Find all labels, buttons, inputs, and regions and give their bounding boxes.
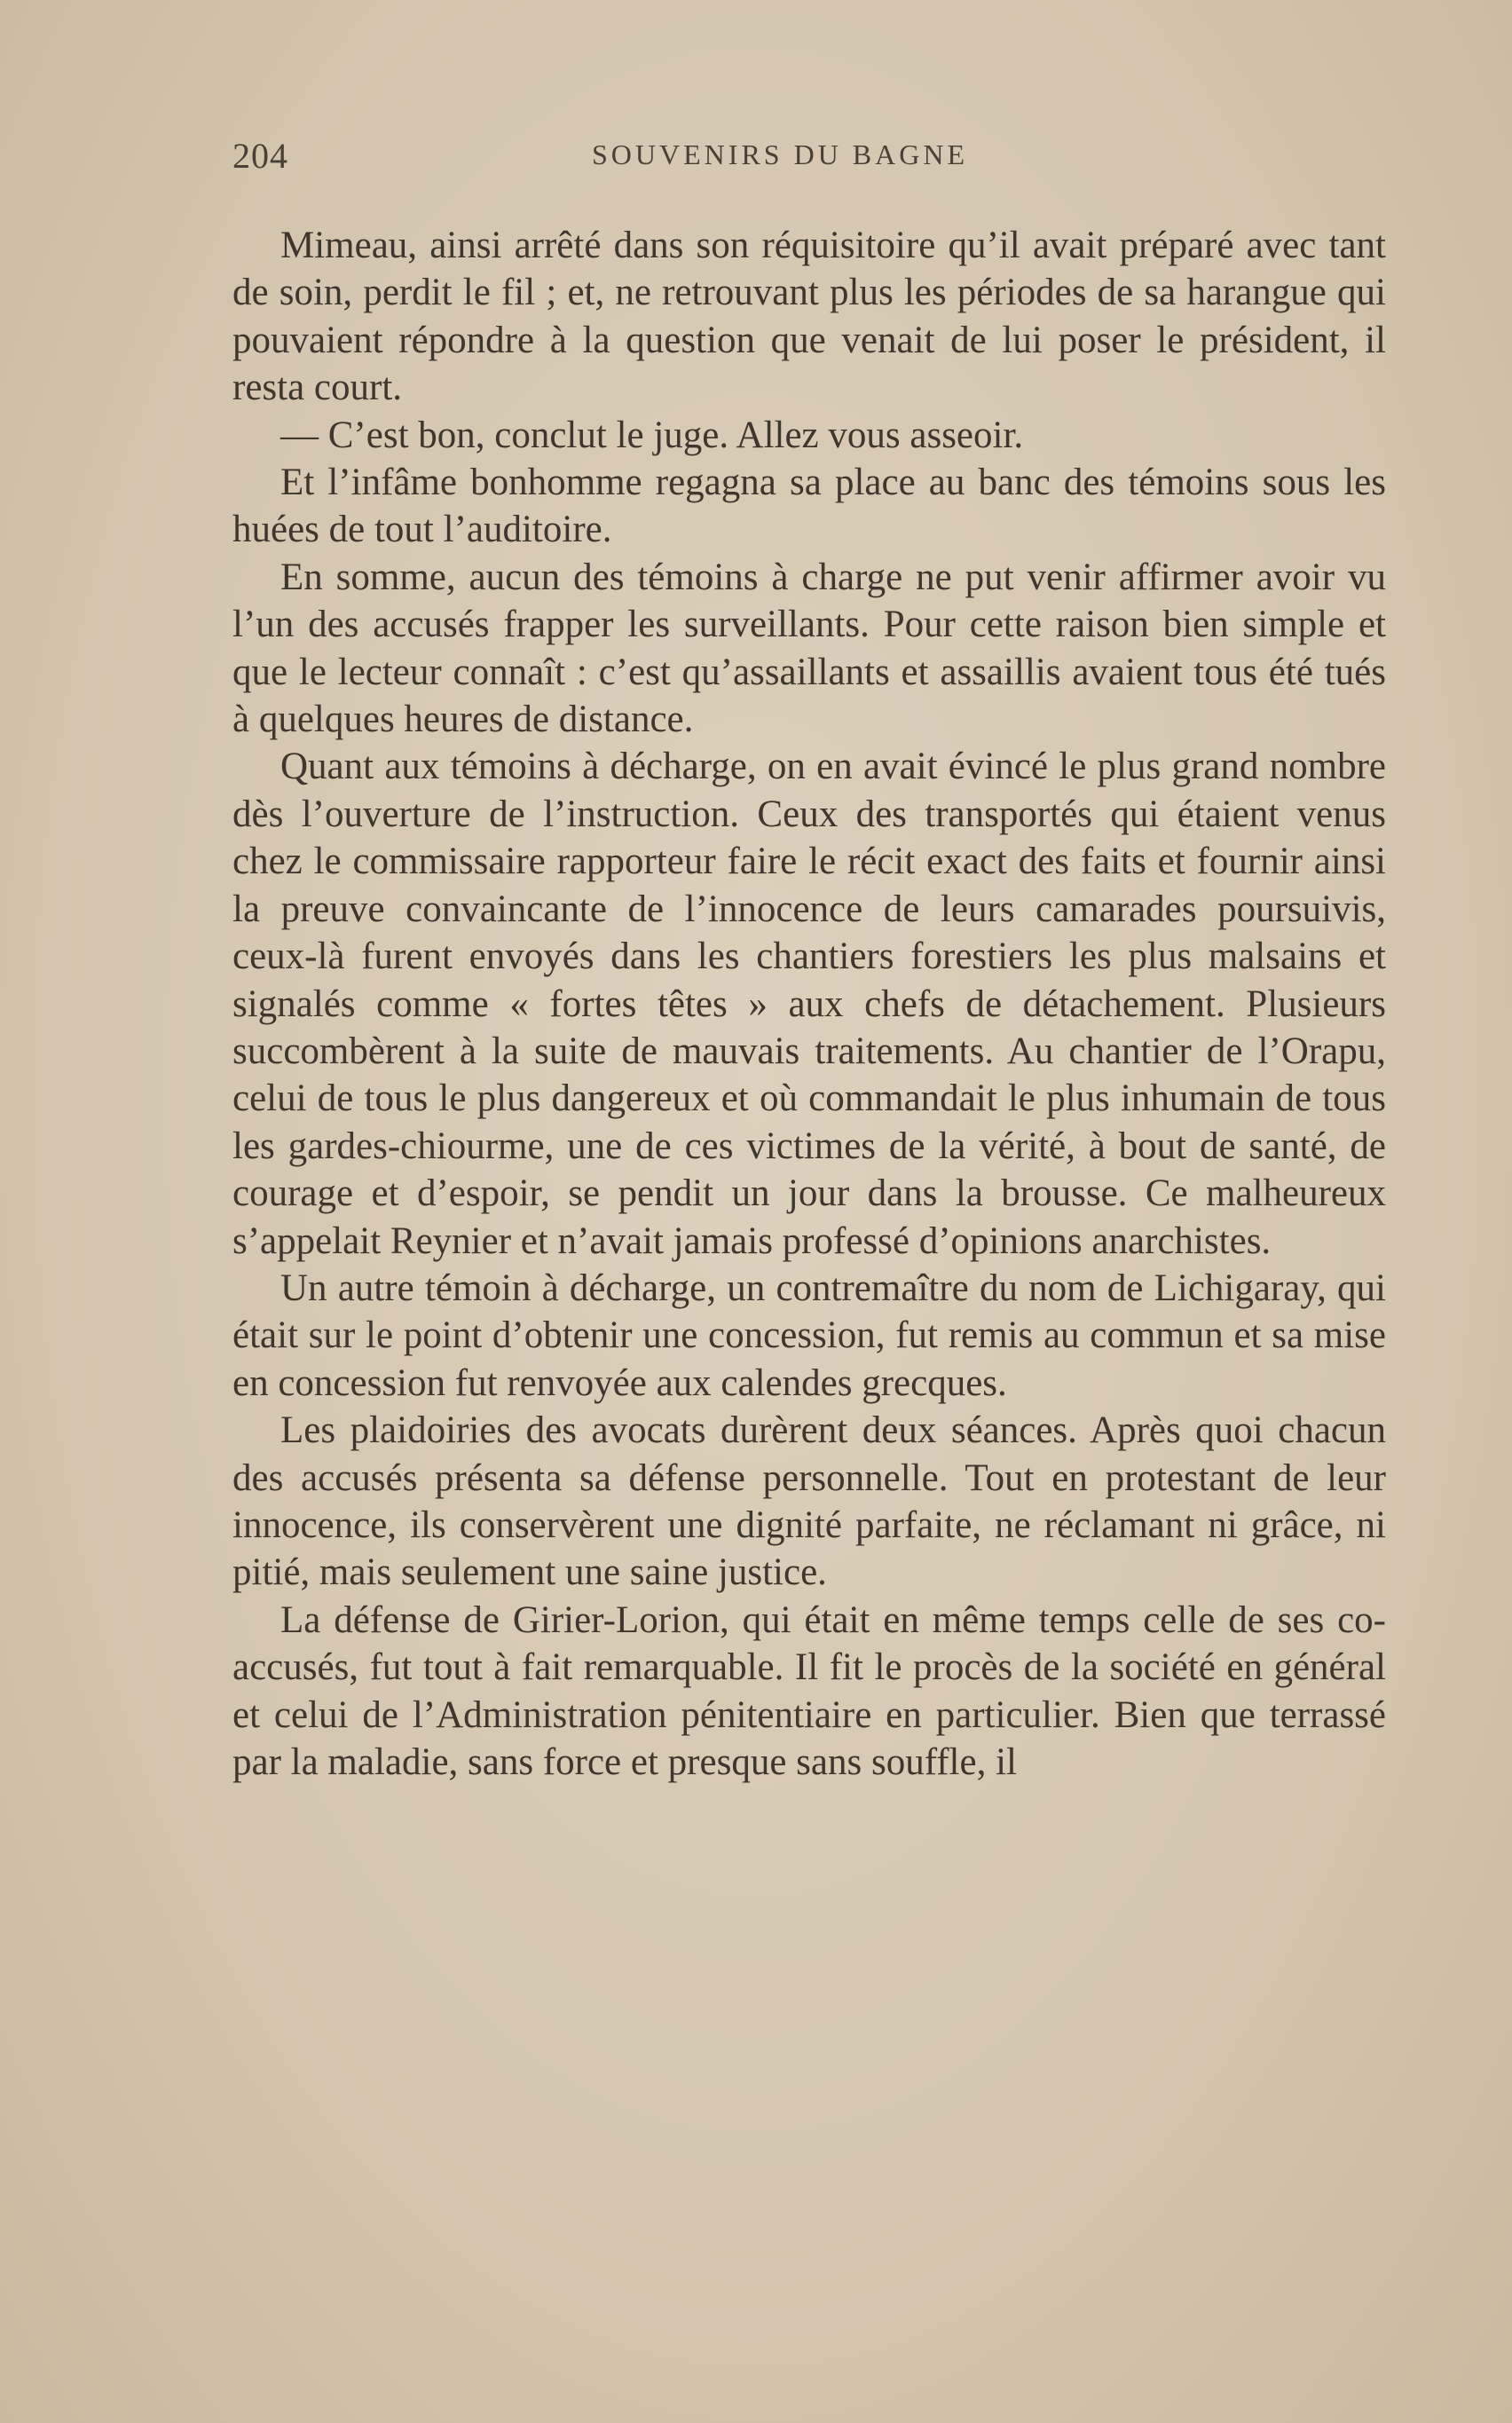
paragraph: En somme, aucun des témoins à charge ne put venir affirmer avoir vu l’un des accusés frapper les surveillants. Pour cette raison bien simple et que le lecteur connaît : c’est qu’assaillants et assaillis avaient tous été tués à quelques heures de distance. <box>232 556 1386 741</box>
paragraph: Quant aux témoins à décharge, on en avait évincé le plus grand nombre dès l’ouverture de l’instruction. Ceux des transportés qui étaient venus chez le commissaire rapporteur faire le récit exact des faits et fournir ainsi la preuve convaincante de l’innocence de leurs camarades poursuivis, ceux-là furent envoyés dans les chantiers forestiers les plus malsains et signalés comme « fortes têtes » aux chefs de détachement. Plusieurs succombèrent à la suite de mauvais traitements. Au chantier de l’Orapu, celui de tous le plus dangereux et où commandait le plus inhumain de tous les gardes-chiourme, une de ces victimes de la vérité, à bout de santé, de courage et d’espoir, se pendit un jour dans la brousse. Ce malheureux s’appelait Reynier et n’avait jamais professé d’opinions anarchistes. <box>232 746 1386 1262</box>
page-header <box>232 135 1386 179</box>
running-title: SOUVENIRS DU BAGNE <box>592 138 969 170</box>
page-number: 204 <box>232 136 288 176</box>
paragraph: Mimeau, ainsi arrêté dans son réquisitoire qu’il avait préparé avec tant de soin, perdit le fil ; et, ne retrouvant plus les périodes de sa harangue qui pouvaient répondre à la question que venait de lui poser le président, il resta court. <box>232 225 1386 409</box>
paragraph: Un autre témoin à décharge, un contremaître du nom de Lichigaray, qui était sur le point d’obtenir une concession, fut remis au commun et sa mise en concession fut renvoyée aux calendes grecques. <box>232 1267 1386 1404</box>
body-text <box>232 222 1386 1786</box>
paragraph: Et l’infâme bonhomme regagna sa place au banc des témoins sous les huées de tout l’auditoire. <box>232 462 1386 551</box>
paragraph: — C’est bon, conclut le juge. Allez vous asseoir. <box>280 414 1024 456</box>
paragraph: La défense de Girier-Lorion, qui était en même temps celle de ses co-accusés, fut tout à fait remarquable. Il fit le procès de la société en général et celui de l’Administration pénitentiaire en particulier. Bien que terrassé par la maladie, sans force et presque sans souffle, il <box>232 1598 1386 1783</box>
paragraph: Les plaidoiries des avocats durèrent deux séances. Après quoi chacun des accusés présenta sa défense personnelle. Tout en protestant de leur innocence, ils conservèrent une dignité parfaite, ne réclamant ni grâce, ni pitié, mais seulement une saine justice. <box>232 1409 1386 1594</box>
